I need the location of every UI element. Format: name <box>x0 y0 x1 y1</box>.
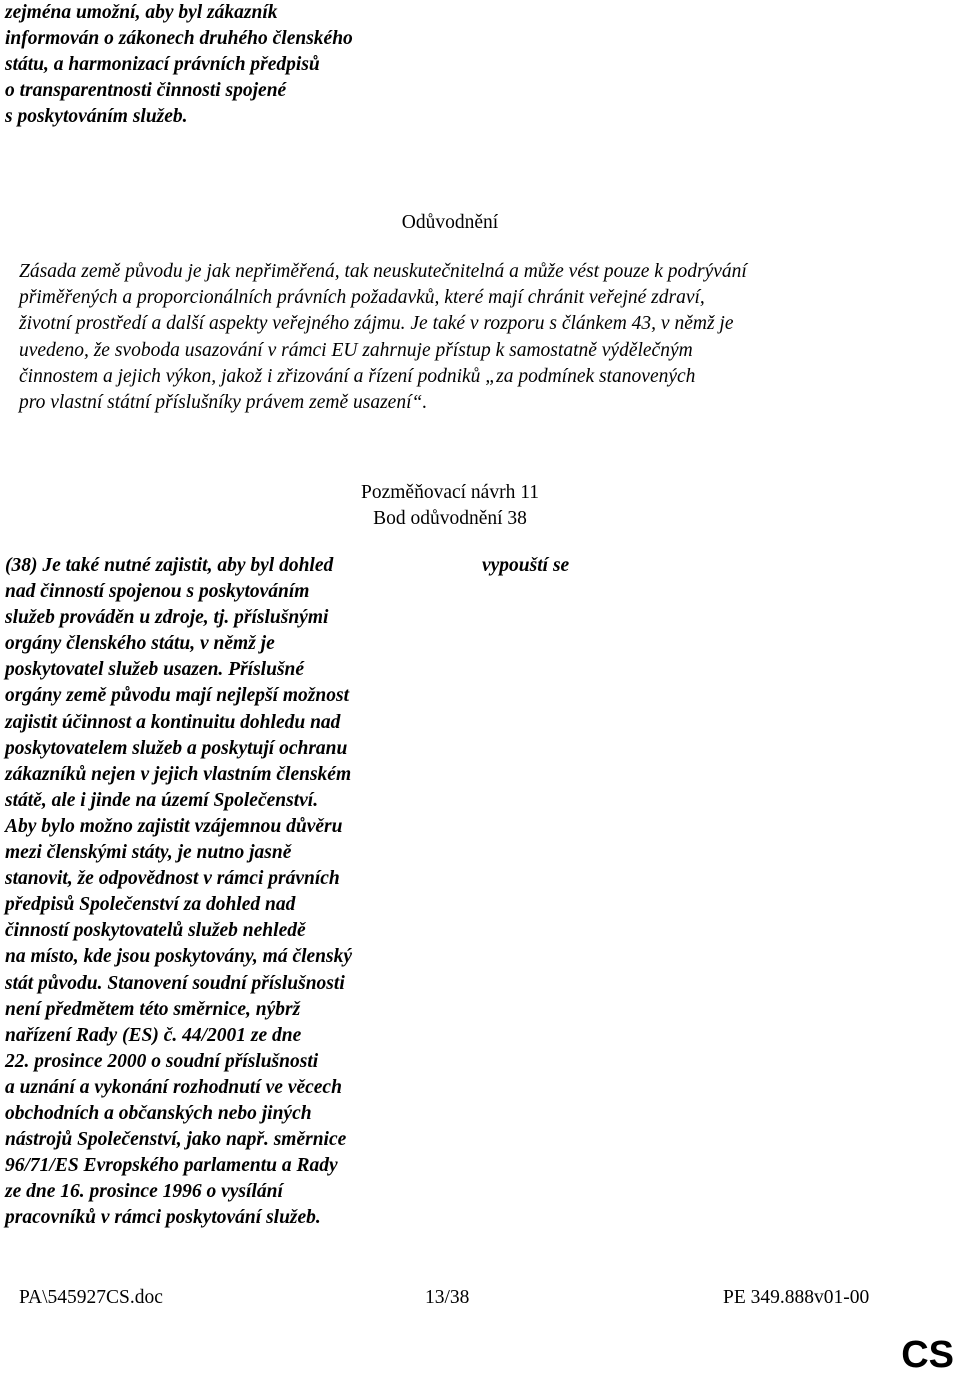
text-line: přiměřených a proporcionálních právních požadavků, které mají chránit veřejné zdraví, <box>19 287 705 309</box>
text-line: nástrojů Společenství, jako např. směrnice <box>5 1129 347 1151</box>
text-line: Aby bylo možno zajistit vzájemnou důvěru <box>5 815 343 837</box>
justification-title: Odůvodnění <box>401 212 499 233</box>
amendment-proposed-text: vypouští se <box>482 555 570 576</box>
amendment-heading <box>0 480 900 532</box>
text-line: (38) Je také nutné zajistit, aby byl dohled <box>5 555 334 576</box>
amendment-subtitle: Bod odůvodnění 38 <box>373 508 527 529</box>
text-line: nad činností spojenou s poskytováním <box>5 581 310 603</box>
text-line: a uznání a vykonání rozhodnutí ve věcech <box>5 1076 342 1098</box>
text-line: uvedeno, že svoboda usazování v rámci EU zahrnuje přístup k samostatně výdělečným <box>19 339 693 361</box>
text-line: na místo, kde jsou poskytovány, má členský <box>5 946 353 968</box>
text-line: životní prostředí a další aspekty veřejného zájmu. Je také v rozporu s článkem 43, v němž je <box>19 313 734 335</box>
text-line: stanovit, že odpovědnost v rámci právních <box>5 868 340 890</box>
text-line: činnostem a jejich výkon, jakož i zřizování a řízení podniků „za podmínek stanovených <box>19 365 696 387</box>
text-line: předpisů Společenství za dohled nad <box>5 894 296 916</box>
text-line: 22. prosince 2000 o soudní příslušnosti <box>5 1050 319 1072</box>
amendment-original-text <box>5 553 445 1231</box>
text-line: orgány členského státu, v němž je <box>5 633 275 655</box>
justification-body <box>19 259 879 416</box>
text-line: obchodních a občanských nebo jiných <box>5 1102 312 1124</box>
text-line: není předmětem této směrnice, nýbrž <box>5 998 301 1020</box>
language-code: CS <box>901 1334 954 1376</box>
top-text-block <box>5 0 525 130</box>
text-line: 96/71/ES Evropského parlamentu a Rady <box>5 1155 338 1177</box>
text-line: státu, a harmonizací právních předpisů <box>5 54 320 75</box>
text-line: činností poskytovatelů služeb nehledě <box>5 920 306 942</box>
text-line: s poskytováním služeb. <box>5 106 188 127</box>
footer-doc-ref: PA\545927CS.doc <box>19 1287 163 1308</box>
text-line: mezi členskými státy, je nutno jasně <box>5 842 292 864</box>
text-line: ze dne 16. prosince 1996 o vysílání <box>5 1181 283 1203</box>
text-line: Zásada země původu je jak nepřiměřená, tak neuskutečnitelná a může vést pouze k podrývání <box>19 261 747 282</box>
text-line: nařízení Rady (ES) č. 44/2001 ze dne <box>5 1024 302 1046</box>
footer-pe-ref: PE 349.888v01-00 <box>723 1287 870 1308</box>
text-line: služeb prováděn u zdroje, tj. příslušnými <box>5 607 329 629</box>
text-line: zajistit účinnost a kontinuitu dohledu nad <box>5 711 341 733</box>
text-line: o transparentnosti činnosti spojené <box>5 80 287 101</box>
text-line: informován o zákonech druhého členského <box>5 28 353 49</box>
text-line: zákazníků nejen v jejich vlastním členském <box>5 763 352 785</box>
text-line: poskytovatelem služeb a poskytují ochranu <box>5 737 348 759</box>
text-line: zejména umožní, aby byl zákazník <box>5 2 278 23</box>
text-line: státě, ale i jinde na území Společenství. <box>5 789 319 811</box>
text-line: orgány země původu mají nejlepší možnost <box>5 685 349 707</box>
amendment-title: Pozměňovací návrh 11 <box>361 482 539 503</box>
text-line: pro vlastní státní příslušníky právem země usazení“. <box>19 392 428 414</box>
footer-page-number: 13/38 <box>425 1287 470 1308</box>
text-line: stát původu. Stanovení soudní příslušnosti <box>5 972 345 994</box>
text-line: poskytovatel služeb usazen. Příslušné <box>5 659 305 681</box>
text-line: pracovníků v rámci poskytování služeb. <box>5 1207 321 1229</box>
